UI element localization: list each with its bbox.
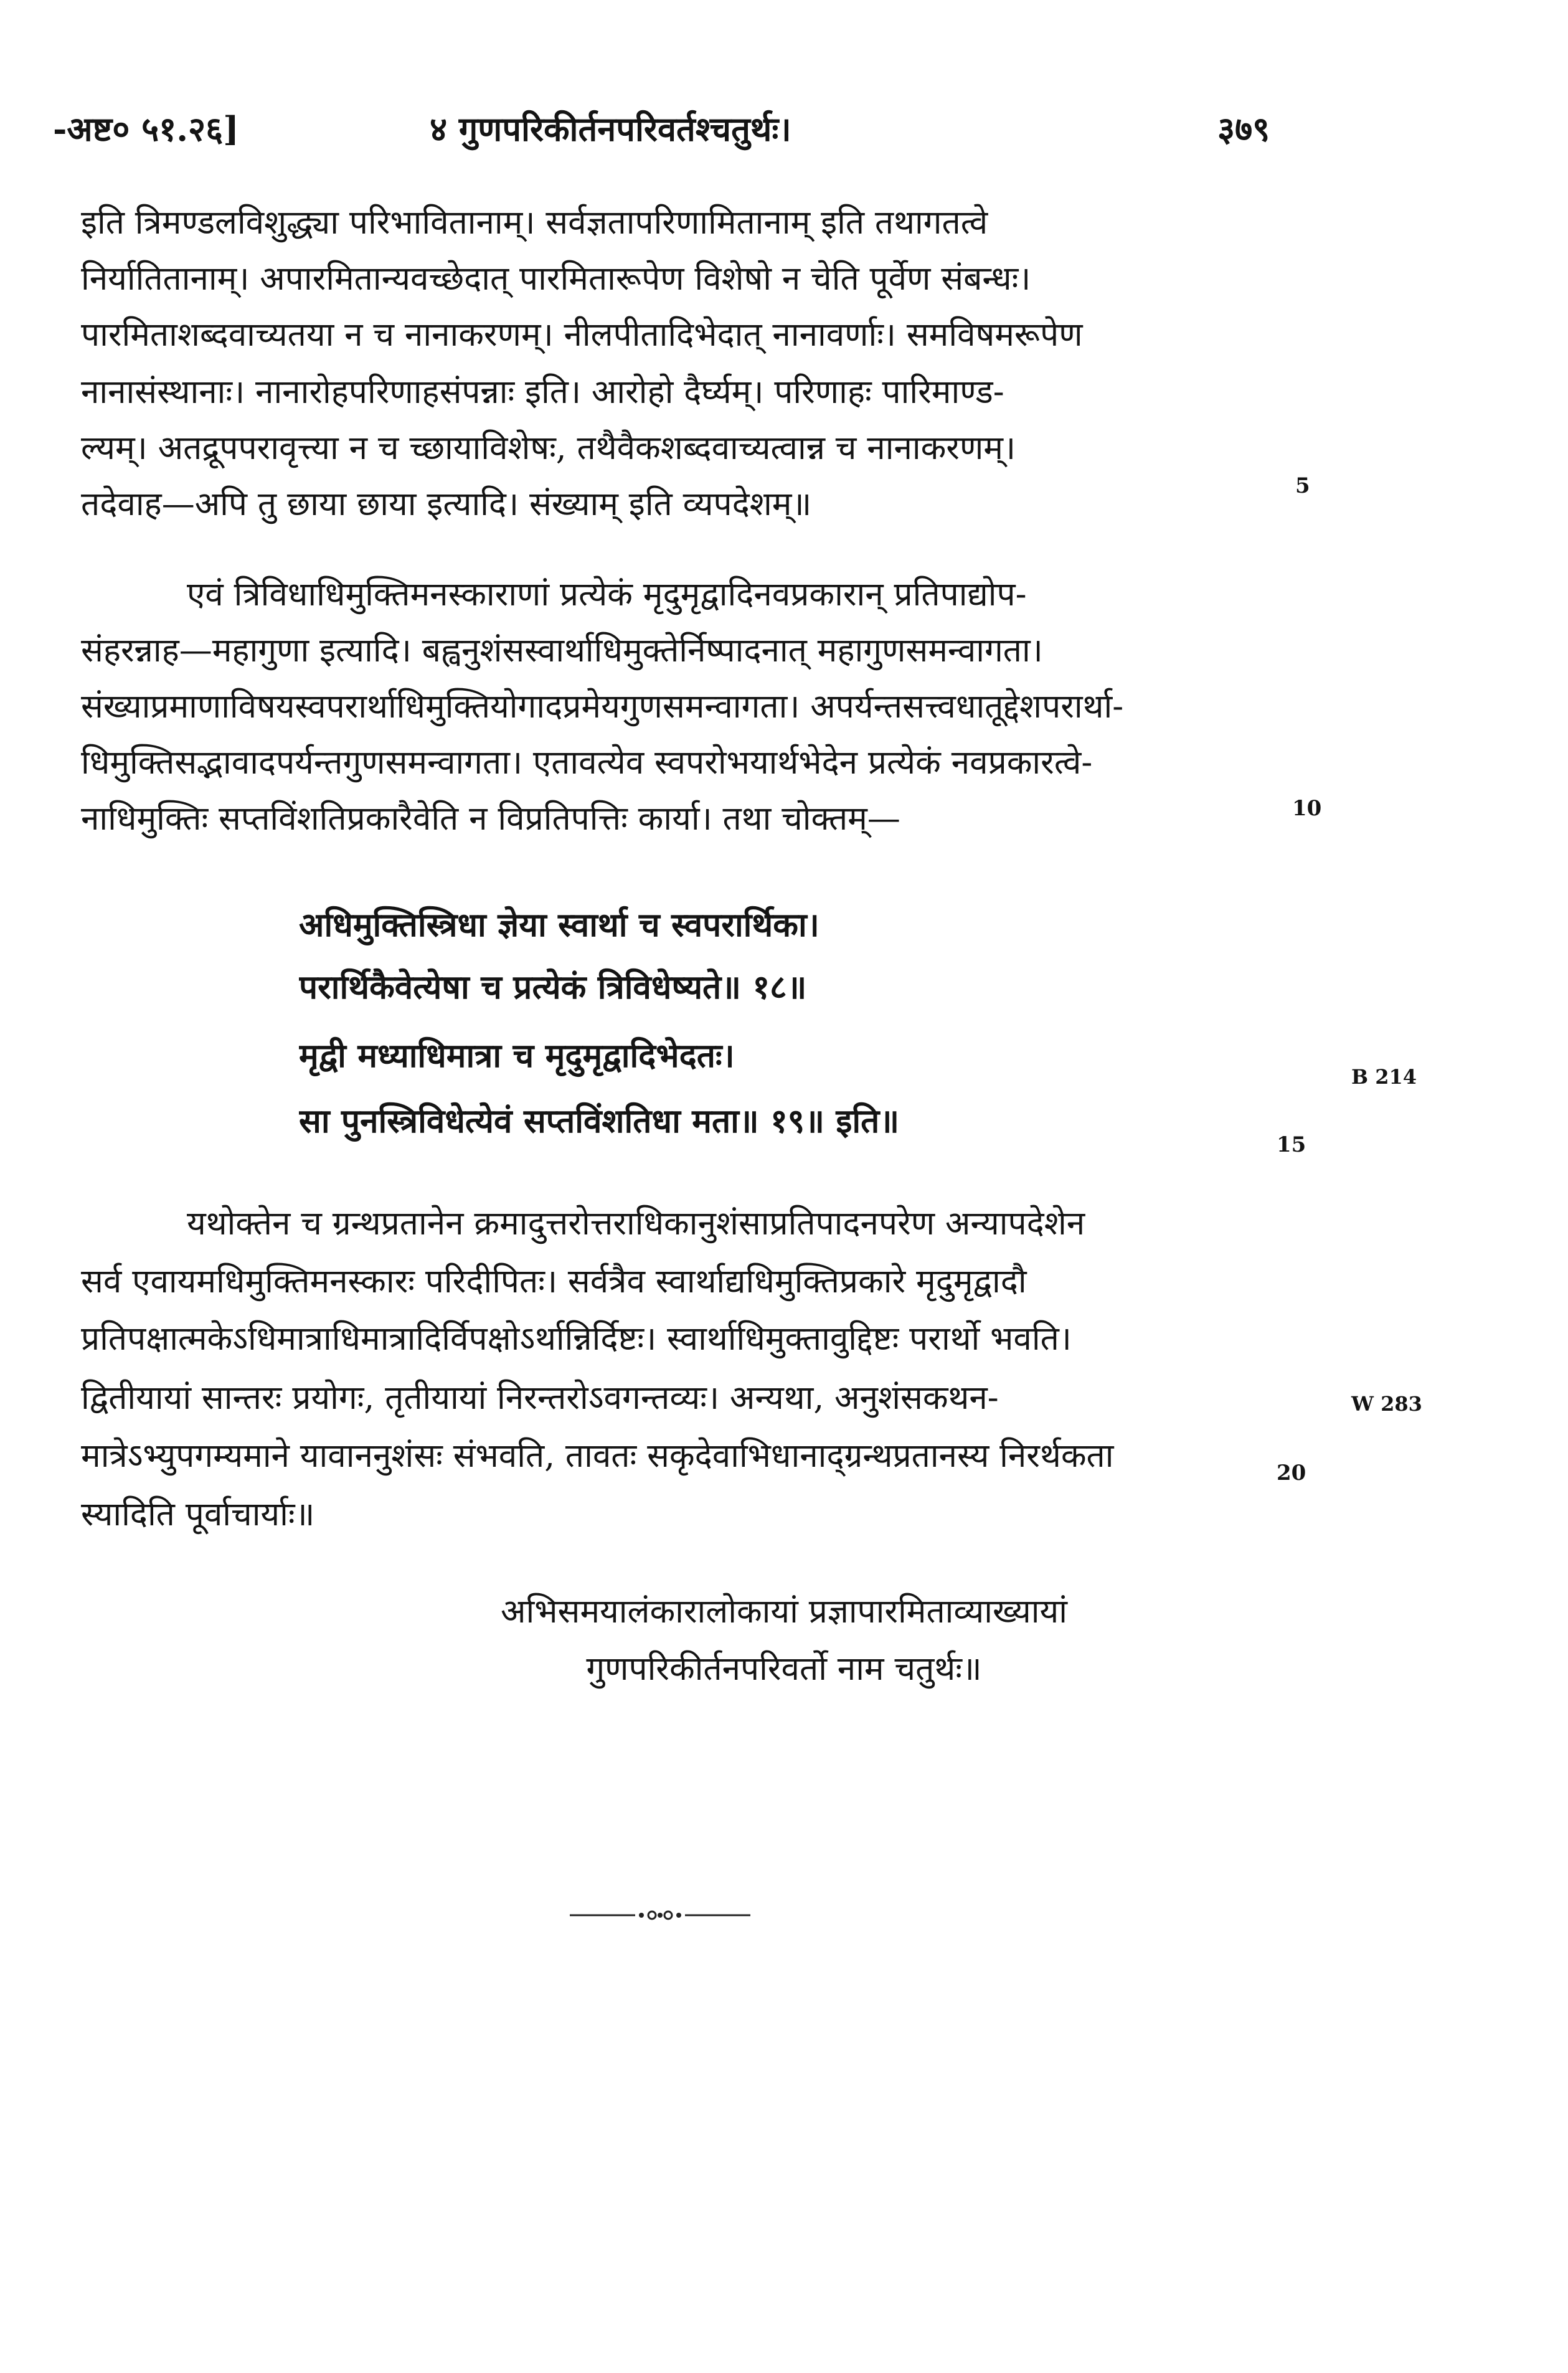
text-line: निर्यातितानाम्। अपारमितान्यवच्छेदात् पारमितारूपेण विशेषो न चेति पूर्वेण संबन्धः। [81, 260, 1031, 298]
verse-line: अधिमुक्तिस्त्रिधा ज्ञेया स्वार्था च स्वपरार्थिका। [299, 906, 819, 944]
text-line: संहरन्नाह—महागुणा इत्यादि। बह्वनुशंसस्वार्थाधिमुक्तेर्निष्पादनात् महागुणसमन्वागता। [81, 632, 1043, 670]
line-number-5: 5 [1295, 473, 1310, 498]
header-chapter-title: ४ गुणपरिकीर्तनपरिवर्तश्चतुर्थः। [430, 109, 791, 149]
colophon-line: गुणपरिकीर्तनपरिवर्तो नाम चतुर्थः॥ [586, 1650, 982, 1688]
header-page-number: ३७९ [1217, 109, 1270, 149]
text-line: तदेवाह—अपि तु छाया छाया इत्यादि। संख्याम् इति व्यपदेशम्॥ [81, 485, 812, 523]
verse-line: मृद्वी मध्याधिमात्रा च मृदुमृद्वादिभेदतः। [299, 1036, 735, 1075]
edition-ref-w: W 283 [1351, 1392, 1422, 1416]
verse-line: सा पुनस्त्रिविधेत्येवं सप्तविंशतिधा मता॥ १९॥ इति॥ [299, 1102, 900, 1140]
text-line: द्वितीयायां सान्तरः प्रयोगः, तृतीयायां निरन्तरोऽवगन्तव्यः। अन्यथा, अनुशंसकथन- [81, 1379, 999, 1417]
text-line: प्रतिपक्षात्मकेऽधिमात्राधिमात्रादिर्विपक्षोऽर्थान्निर्दिष्टः। स्वार्थाधिमुक्तावुद्दिष्टः परार्थो भवति। [81, 1320, 1072, 1358]
text-line: इति त्रिमण्डलविशुद्ध्या परिभावितानाम्। सर्वज्ञतापरिणामितानाम् इति तथागतत्वे [81, 204, 988, 242]
header-section-reference: -अष्ट० ५१.२६] [53, 109, 239, 149]
text-line: नानासंस्थानाः। नानारोहपरिणाहसंपन्नाः इति। आरोहो दैर्घ्यम्। परिणाहः पारिमाण्ड- [81, 373, 1004, 411]
verse-line: परार्थिकैवेत्येषा च प्रत्येकं त्रिविधेष्यते॥ १८॥ [299, 968, 807, 1007]
text-line: ल्यम्। अतद्रूपपरावृत्त्या न च च्छायाविशेषः, तथैवैकशब्दवाच्यत्वान्न च नानाकरणम्। [81, 429, 1016, 467]
line-number-20: 20 [1277, 1461, 1306, 1485]
ornament-divider [570, 1906, 750, 1925]
colophon-line: अभिसमयालंकारालोकायां प्रज्ञापारमिताव्याख्यायां [501, 1593, 1067, 1631]
text-line: संख्याप्रमाणाविषयस्वपरार्थाधिमुक्तियोगादप्रमेयगुणसमन्वागता। अपर्यन्तसत्त्वधातूद्देशपरार्था- [81, 688, 1124, 726]
edition-ref-b: B 214 [1351, 1065, 1417, 1089]
text-line: मात्रेऽभ्युपगम्यमाने यावाननुशंसः संभवति, तावतः सकृदेवाभिधानाद्ग्रन्थप्रतानस्य निरर्थकता [81, 1437, 1114, 1475]
line-number-15: 15 [1277, 1132, 1306, 1157]
line-number-10: 10 [1292, 796, 1322, 821]
text-line: स्यादिति पूर्वाचार्याः॥ [81, 1495, 315, 1533]
text-line: नाधिमुक्तिः सप्तविंशतिप्रकारैवेति न विप्रतिपत्तिः कार्या। तथा चोक्तम्— [81, 800, 900, 838]
text-line: पारमिताशब्दवाच्यतया न च नानाकरणम्। नीलपीतादिभेदात् नानावर्णाः। समविषमरूपेण [81, 316, 1083, 354]
text-line: यथोक्तेन च ग्रन्थप्रतानेन क्रमादुत्तरोत्तराधिकानुशंसाप्रतिपादनपरेण अन्यापदेशेन [187, 1205, 1085, 1243]
text-line: धिमुक्तिसद्भावादपर्यन्तगुणसमन्वागता। एतावत्येव स्वपरोभयार्थभेदेन प्रत्येकं नवप्रकारत्वे- [81, 744, 1093, 782]
text-line: सर्व एवायमधिमुक्तिमनस्कारः परिदीपितः। सर्वत्रैव स्वार्थाद्यधिमुक्तिप्रकारे मृदुमृद्वादौ [81, 1262, 1027, 1300]
text-line: एवं त्रिविधाधिमुक्तिमनस्काराणां प्रत्येकं मृदुमृद्वादिनवप्रकारान् प्रतिपाद्योप- [187, 575, 1027, 613]
